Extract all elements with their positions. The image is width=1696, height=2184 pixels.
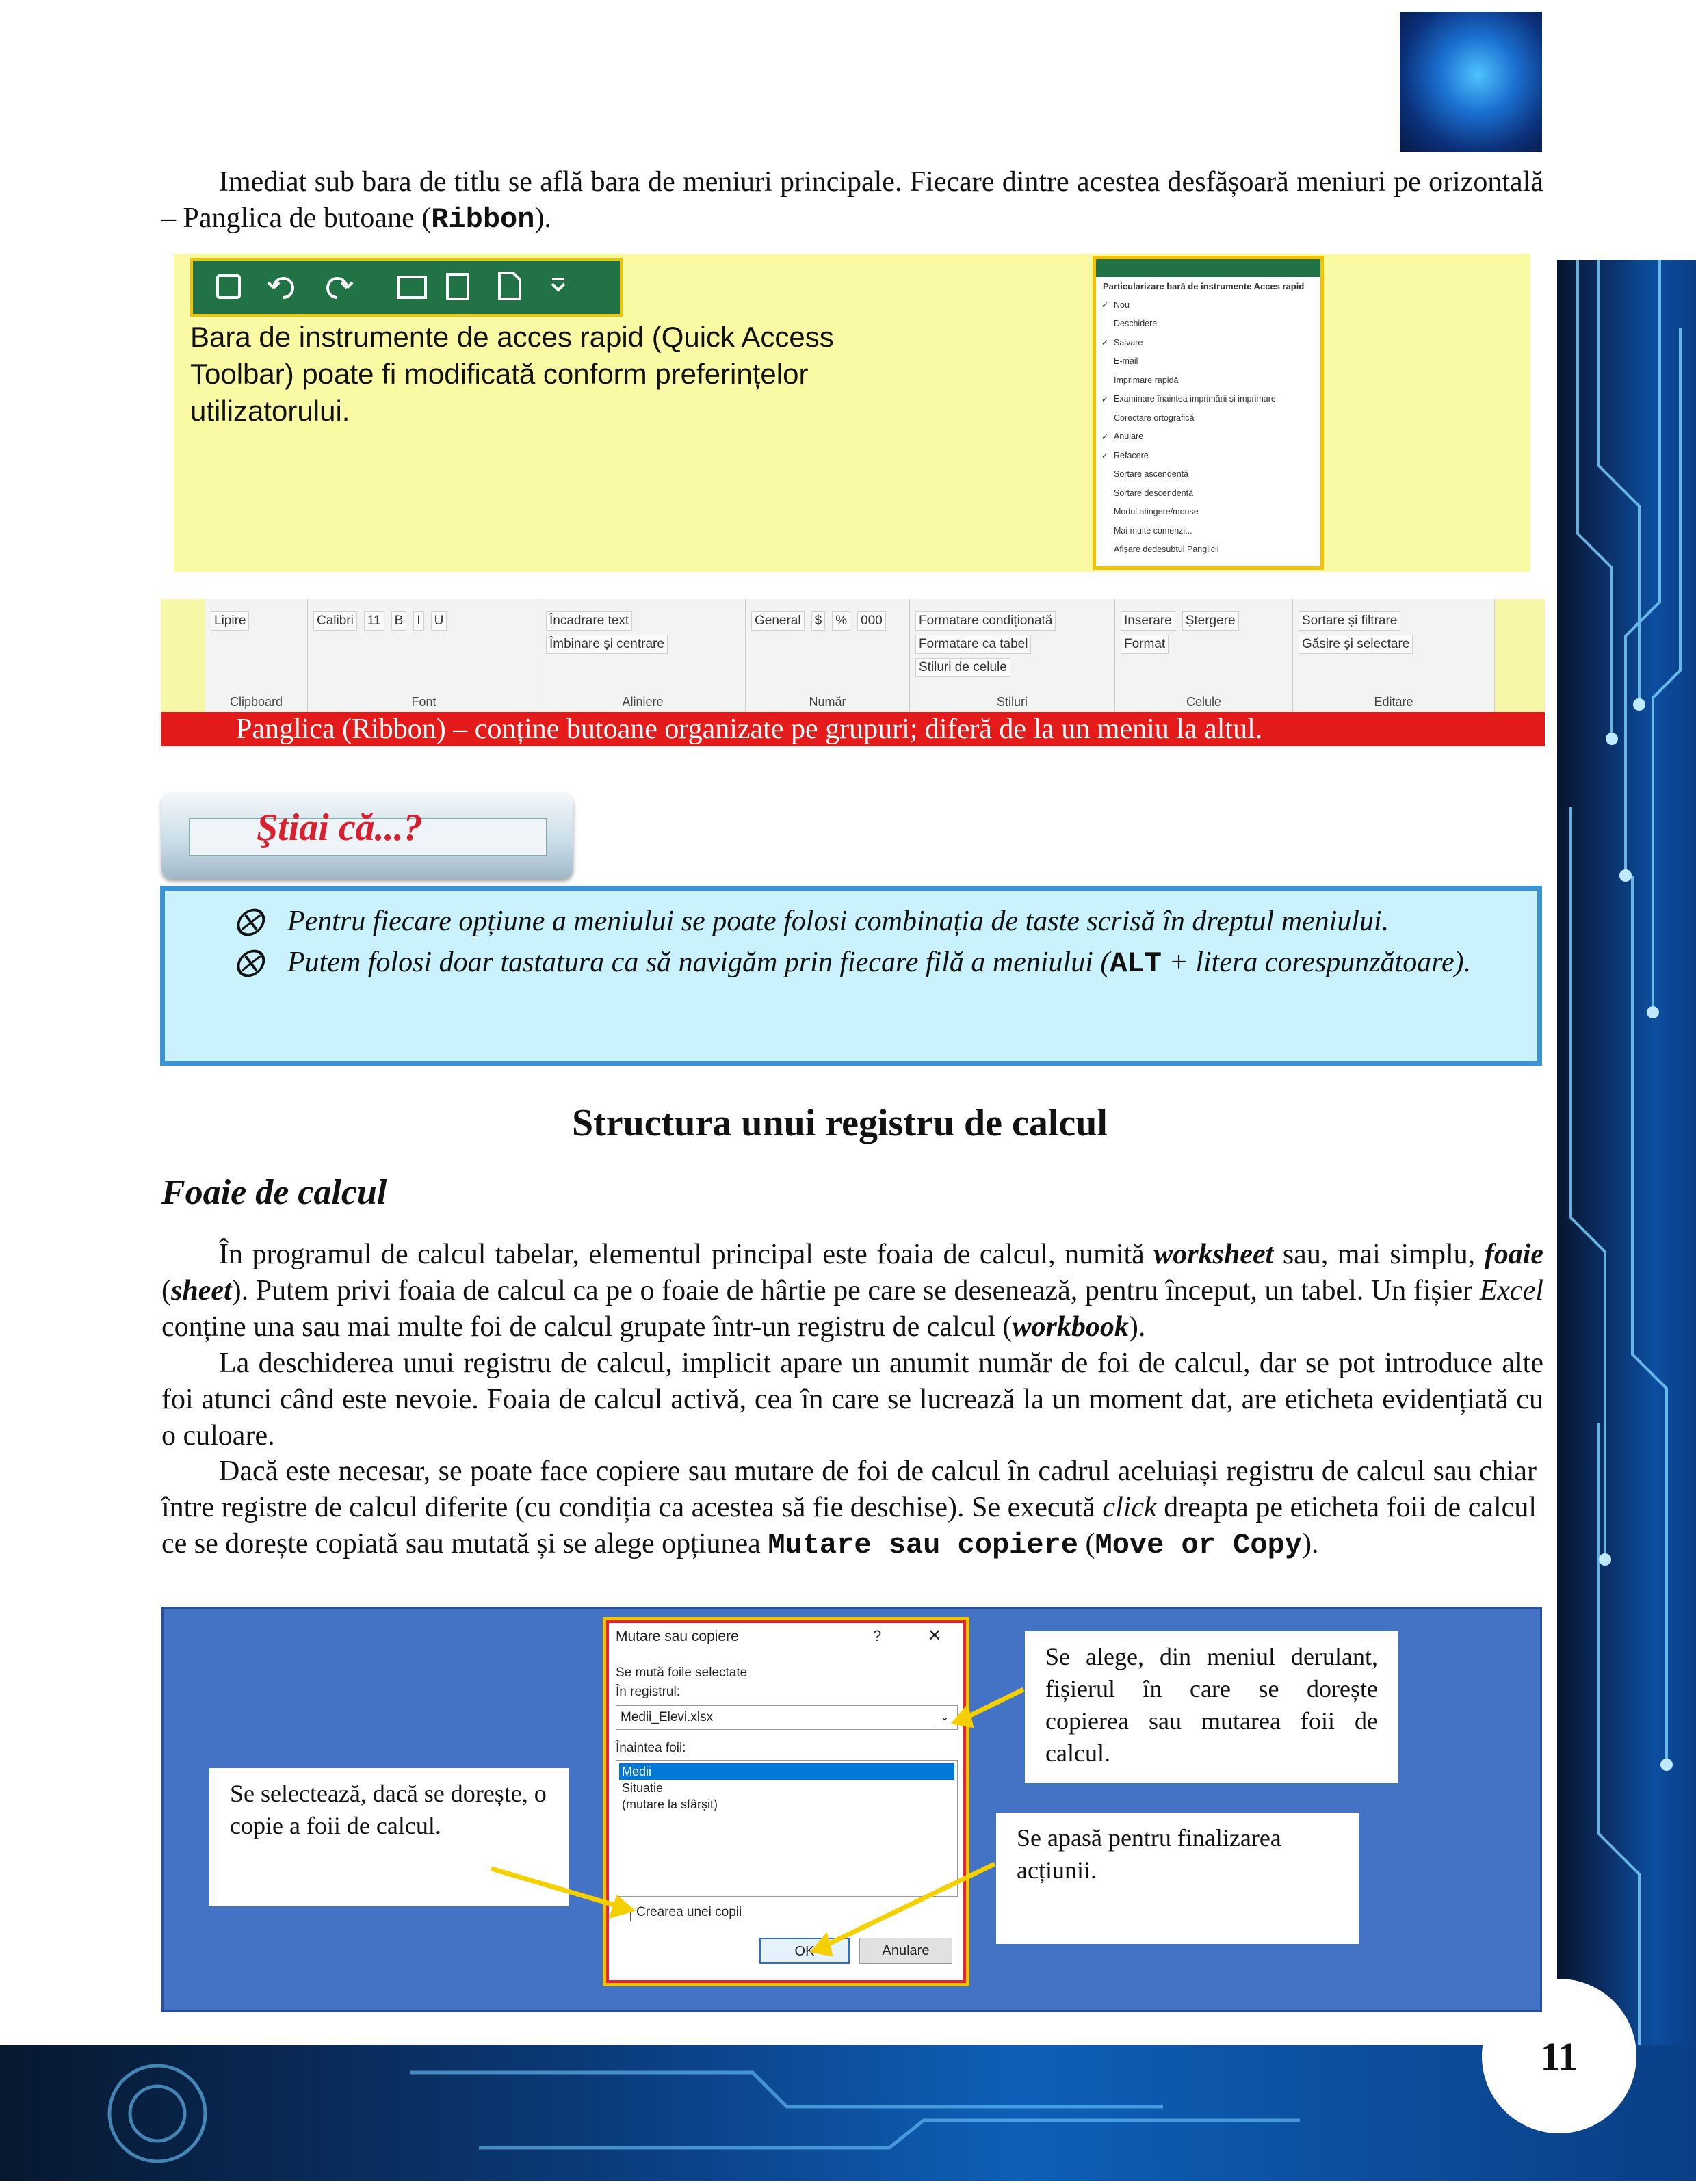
sheet-list-item[interactable]: Situatie bbox=[622, 1781, 664, 1795]
menu-item-label: Corectare ortografică bbox=[1114, 412, 1195, 423]
qat-description: Bara de instrumente de acces rapid (Quick Access Toolbar) poate fi modificată conform preferințelor utilizatorului. bbox=[190, 321, 834, 427]
ribbon-button[interactable]: Ștergere bbox=[1182, 611, 1239, 631]
section-subtitle: Foaie de calcul bbox=[161, 1173, 387, 1212]
callout-finish: Se apasă pentru finalizarea acțiunii. bbox=[996, 1813, 1359, 1944]
ribbon-button[interactable]: Sortare și filtrare bbox=[1299, 611, 1400, 631]
p1-text: conține una sau mai multe foi de calcul grupate într-un registru de calcul ( bbox=[161, 1311, 1013, 1343]
ribbon-group-name: Număr bbox=[809, 695, 846, 709]
create-copy-label: Crearea unei copii bbox=[636, 1905, 742, 1919]
ribbon-button[interactable]: Stiluri de celule bbox=[915, 658, 1010, 677]
ribbon-button[interactable]: Îmbinare și centrare bbox=[546, 635, 668, 654]
arrow-head-icon bbox=[612, 1899, 631, 1915]
ribbon-group-name: Aliniere bbox=[622, 695, 664, 709]
ribbon-button[interactable]: % bbox=[832, 611, 850, 631]
ribbon-group-name: Stiluri bbox=[996, 695, 1028, 709]
tip-2-text: Putem folosi doar tastatura ca să navigăm prin fiecare filă a meniului ( bbox=[287, 947, 1110, 978]
menu-item-label: Nou bbox=[1114, 300, 1130, 310]
callout-workbook: Se alege, din meniul derulant, fișierul în care se dorește copierea sau mutarea foii de calcul. bbox=[1025, 1631, 1398, 1783]
p1-text: ). bbox=[1128, 1311, 1146, 1343]
menu-title: Particularizare bară de instrumente Acces rapid bbox=[1103, 281, 1305, 291]
p2-text: La deschiderea unui registru de calcul, implicit apare un anumit număr de foi de calcul, dar se pot introduce alte foi atunci când este nevoie. Foaia de calcul activă, cea în care se lucrează la un moment dat, are eticheta evidențiată cu o culoare. bbox=[161, 1347, 1543, 1451]
to-book-label: În registrul: bbox=[616, 1685, 680, 1699]
p3-click: click bbox=[1102, 1492, 1157, 1523]
did-you-know-title: Ştiai că...? bbox=[257, 806, 423, 849]
menu-item-label: Modul atingere/mouse bbox=[1114, 507, 1199, 517]
ribbon-button[interactable]: 000 bbox=[857, 611, 886, 631]
ribbon-group-name: Clipboard bbox=[229, 695, 283, 709]
help-icon[interactable]: ? bbox=[873, 1627, 882, 1644]
ribbon-caption-text: Panglica (Ribbon) – conține butoane organizate pe grupuri; diferă de la un meniu la altul. bbox=[236, 713, 1263, 745]
menu-item-label: Afișare dedesubtul Panglicii bbox=[1114, 544, 1219, 555]
menu-item-label: Sortare descendentă bbox=[1114, 488, 1194, 498]
intro-text: Imediat sub bara de titlu se află bara de meniuri principale. Fiecare dintre acestea desfășoară meniuri pe orizontală – Panglica de butoane ( bbox=[161, 166, 1543, 234]
page-number: 11 bbox=[1482, 1979, 1636, 2133]
menu-item-label: Deschidere bbox=[1114, 319, 1158, 329]
checkmark-icon: ✓ bbox=[1101, 338, 1109, 348]
sheet-list-item[interactable]: (mutare la sfârșit) bbox=[622, 1798, 718, 1811]
ribbon-group-name: Editare bbox=[1374, 695, 1413, 709]
p1-excel: Excel bbox=[1479, 1275, 1543, 1306]
ribbon-button[interactable]: $ bbox=[811, 611, 826, 631]
ribbon-button[interactable]: Inserare bbox=[1121, 611, 1175, 631]
checkmark-icon: ✓ bbox=[1101, 300, 1109, 311]
section-title: Structura unui registru de calcul bbox=[572, 1102, 1108, 1144]
ribbon-button[interactable]: Lipire bbox=[211, 611, 249, 631]
to-book-value: Medii_Elevi.xlsx bbox=[621, 1710, 714, 1724]
ribbon-button[interactable]: Formatare condiționată bbox=[915, 611, 1056, 631]
ribbon-button[interactable]: Format bbox=[1121, 635, 1169, 654]
callout-copy: Se selectează, dacă se dorește, o copie a foii de calcul. bbox=[209, 1768, 569, 1906]
p1-text: ( bbox=[161, 1275, 171, 1306]
p3-text: Dacă este necesar, se poate face copiere sau mutare de foi de calcul în cadrul aceluiași registru de calcul sau chiar între registre de calcul diferite (cu condiția ca acestea să fie deschise). Se execută bbox=[161, 1456, 1537, 1523]
ribbon-button[interactable]: 11 bbox=[364, 611, 384, 631]
checkmark-icon: ✓ bbox=[1101, 394, 1109, 404]
p3-mutare-sau-copiere: Mutare sau copiere bbox=[768, 1529, 1078, 1562]
ok-button[interactable]: OK bbox=[759, 1938, 850, 1964]
alt-key: ALT bbox=[1110, 947, 1162, 980]
p3-text: dreapta pe eticheta foii de calcul ce se dorește copiată sau mutată și se alege opțiunea bbox=[161, 1492, 1537, 1560]
p1-text: sau, mai simplu, bbox=[1273, 1239, 1485, 1270]
ribbon-button[interactable]: I bbox=[413, 611, 423, 631]
arrow-head-icon bbox=[814, 1937, 830, 1953]
sheet-list-item[interactable]: Medii bbox=[619, 1763, 954, 1780]
move-label: Se mută foile selectate bbox=[616, 1666, 748, 1680]
tip-bullet-icon: ⨂ bbox=[235, 947, 263, 978]
ribbon-button[interactable]: Găsire și selectare bbox=[1299, 635, 1413, 654]
p3-text: ( bbox=[1078, 1528, 1095, 1560]
p3-move-or-copy: Move or Copy bbox=[1095, 1529, 1302, 1562]
ribbon-code: Ribbon bbox=[431, 203, 535, 236]
before-sheet-label: Înaintea foii: bbox=[616, 1741, 686, 1755]
menu-item-label: Examinare înaintea imprimării și imprimare bbox=[1114, 394, 1276, 404]
ribbon-button[interactable]: Încadrare text bbox=[546, 611, 632, 631]
dialog-title: Mutare sau copiere bbox=[616, 1629, 739, 1644]
p1-worksheet: worksheet bbox=[1153, 1239, 1274, 1270]
intro-text-end: ). bbox=[534, 202, 551, 234]
menu-item-label: Mai multe comenzi... bbox=[1114, 525, 1192, 536]
menu-item-label: E-mail bbox=[1114, 356, 1138, 367]
ribbon-button[interactable]: General bbox=[751, 611, 805, 631]
menu-item-label: Anulare bbox=[1114, 432, 1144, 442]
checkmark-icon: ✓ bbox=[1101, 451, 1109, 461]
tip-1: Pentru fiecare opțiune a meniului se poate folosi combinația de taste scrisă în dreptul meniului. bbox=[287, 906, 1390, 937]
close-icon[interactable]: ✕ bbox=[928, 1627, 942, 1645]
p1-workbook: workbook bbox=[1012, 1311, 1129, 1343]
p3-text: ). bbox=[1301, 1528, 1319, 1560]
ribbon-button[interactable]: Formatare ca tabel bbox=[915, 635, 1031, 654]
checkmark-icon: ✓ bbox=[1101, 432, 1109, 442]
p1-text: În programul de calcul tabelar, elementul principal este foaia de calcul, numită bbox=[219, 1239, 1154, 1270]
menu-item-label: Refacere bbox=[1114, 450, 1149, 460]
p1-foaie: foaie bbox=[1484, 1239, 1543, 1270]
tip-2-end: + litera corespunzătoare). bbox=[1161, 947, 1472, 978]
p1-text: ). Putem privi foaia de calcul ca pe o foaie de hârtie pe care se desenează, pentru început, un tabel. Un fișier bbox=[231, 1275, 1480, 1306]
menu-item-label: Sortare ascendentă bbox=[1114, 469, 1189, 479]
ribbon-group-name: Font bbox=[411, 695, 436, 709]
ribbon-button[interactable]: B bbox=[391, 611, 407, 631]
menu-item-label: Imprimare rapidă bbox=[1114, 375, 1179, 385]
ribbon-group-name: Celule bbox=[1186, 695, 1222, 709]
menu-item-label: Salvare bbox=[1114, 337, 1143, 347]
ribbon-button[interactable]: Calibri bbox=[313, 611, 357, 631]
ribbon-button[interactable]: U bbox=[431, 611, 447, 631]
chevron-down-icon[interactable]: ⌄ bbox=[935, 1707, 954, 1728]
arrow-head-icon bbox=[955, 1709, 971, 1725]
tip-bullet-icon: ⨂ bbox=[235, 906, 263, 937]
p1-sheet: sheet bbox=[171, 1275, 232, 1306]
cancel-button[interactable]: Anulare bbox=[859, 1938, 952, 1964]
